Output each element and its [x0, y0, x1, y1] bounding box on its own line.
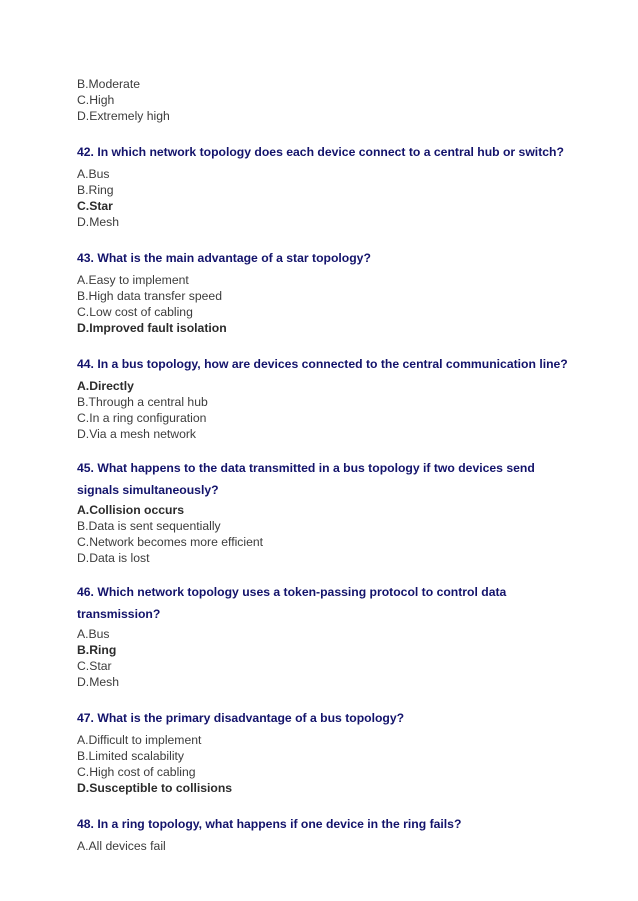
document-page	[77, 76, 577, 854]
correct-answer-option: A.Collision occurs	[77, 503, 184, 517]
answer-option: B.Ring	[77, 183, 114, 197]
answer-option: B.High data transfer speed	[77, 289, 222, 303]
answer-option: B.Through a central hub	[77, 395, 208, 409]
question-line: 48. In a ring topology, what happens if one device in the ring fails?	[77, 817, 462, 831]
answer-option: C.High	[77, 93, 115, 107]
correct-answer-option: A.Directly	[77, 379, 134, 393]
question-line: 42. In which network topology does each device connect to a central hub or switch?	[77, 145, 564, 159]
answer-option: D.Mesh	[77, 215, 119, 229]
question-line: transmission?	[77, 607, 161, 621]
answer-option: D.Extremely high	[77, 109, 170, 123]
question-line: 43. What is the main advantage of a star topology?	[77, 251, 371, 265]
answer-options	[77, 502, 577, 566]
answer-option: B.Moderate	[77, 77, 141, 91]
question-block	[77, 247, 577, 269]
correct-answer-option: B.Ring	[77, 643, 117, 657]
answer-option: D.Data is lost	[77, 551, 150, 565]
answer-options	[77, 378, 577, 442]
answer-options	[77, 166, 577, 230]
answer-option: D.Via a mesh network	[77, 427, 196, 441]
correct-answer-option: D.Improved fault isolation	[77, 321, 227, 335]
answer-option: C.High cost of cabling	[77, 765, 196, 779]
answer-option: A.All devices fail	[77, 839, 166, 853]
question-list	[77, 141, 577, 854]
question-block	[77, 353, 577, 375]
question-line: signals simultaneously?	[77, 483, 219, 497]
question-text	[77, 707, 577, 729]
answer-option: C.Network becomes more efficient	[77, 535, 264, 549]
question-line: 45. What happens to the data transmitted in a bus topology if two devices send	[77, 461, 535, 475]
question-line: 44. In a bus topology, how are devices connected to the central communication line?	[77, 357, 568, 371]
carryover-options	[77, 76, 577, 124]
question-text	[77, 353, 577, 375]
answer-option: A.Bus	[77, 627, 110, 641]
answer-option: B.Data is sent sequentially	[77, 519, 221, 533]
question-text	[77, 141, 577, 163]
answer-option: C.Star	[77, 659, 112, 673]
correct-answer-option: D.Susceptible to collisions	[77, 781, 233, 795]
question-text	[77, 457, 577, 501]
question-block	[77, 457, 577, 501]
answer-option: D.Mesh	[77, 675, 119, 689]
answer-option: A.Bus	[77, 167, 110, 181]
answer-option: C.In a ring configuration	[77, 411, 207, 425]
answer-options	[77, 838, 577, 854]
answer-option: A.Difficult to implement	[77, 733, 202, 747]
question-block	[77, 581, 577, 625]
question-text	[77, 581, 577, 625]
question-text	[77, 247, 577, 269]
answer-option: B.Limited scalability	[77, 749, 185, 763]
answer-options	[77, 732, 577, 796]
question-block	[77, 141, 577, 163]
answer-options	[77, 272, 577, 336]
answer-option: C.Low cost of cabling	[77, 305, 193, 319]
question-line: 47. What is the primary disadvantage of a bus topology?	[77, 711, 405, 725]
correct-answer-option: C.Star	[77, 199, 113, 213]
answer-option: A.Easy to implement	[77, 273, 189, 287]
answer-options	[77, 626, 577, 690]
question-block	[77, 813, 577, 835]
question-block	[77, 707, 577, 729]
question-line: 46. Which network topology uses a token-passing protocol to control data	[77, 585, 507, 599]
question-text	[77, 813, 577, 835]
